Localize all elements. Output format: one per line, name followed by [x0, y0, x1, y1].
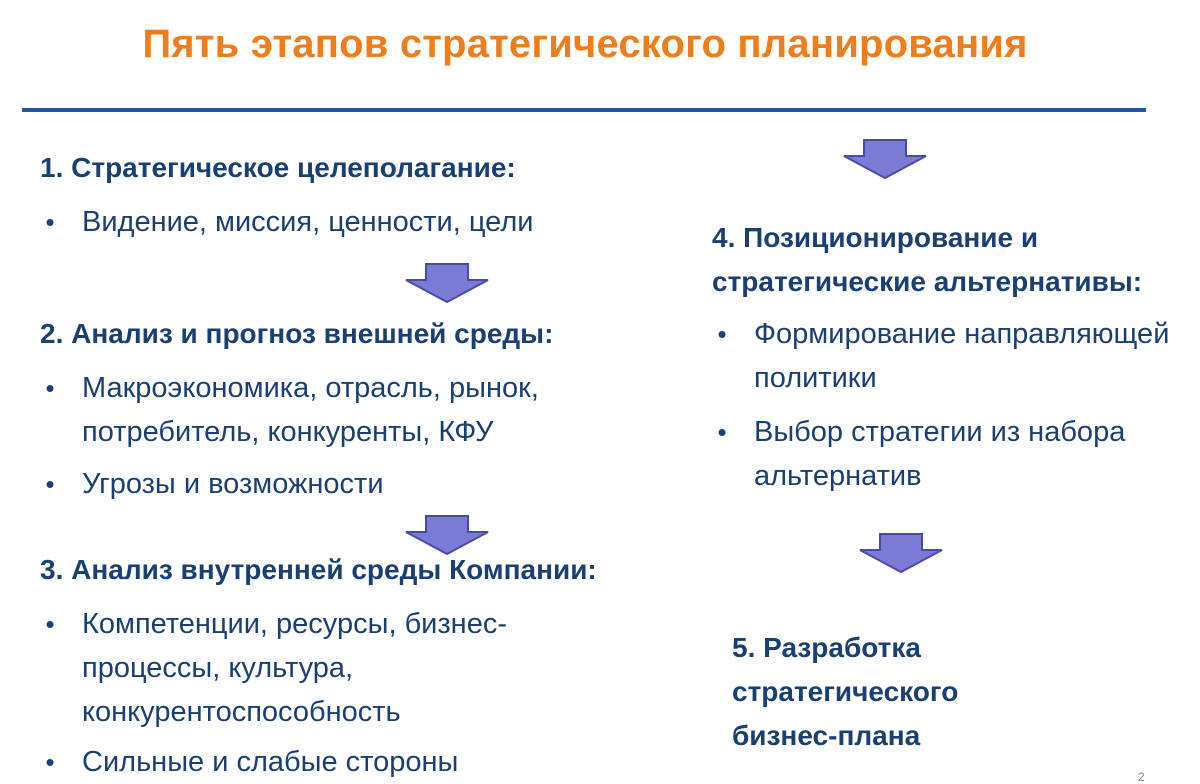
- stage-4-heading: 4. Позиционирование и стратегические альтернативы:: [712, 222, 1143, 297]
- stage-2-heading: 2. Анализ и прогноз внешней среды:: [40, 318, 554, 349]
- stage-4-bullet-1: • Формирование направляющей политики: [712, 312, 1194, 400]
- slide-title: Пять этапов стратегического планирования: [142, 22, 1028, 66]
- arrow-down-icon: [856, 532, 946, 574]
- stage-1-heading: 1. Стратегическое целеполагание:: [40, 152, 516, 183]
- bullet-dot-icon: •: [717, 417, 727, 447]
- bullet-dot-icon: •: [45, 207, 55, 237]
- page-number: 2: [1138, 770, 1145, 784]
- arrow-down-icon: [840, 138, 930, 180]
- bullet-dot-icon: •: [45, 373, 55, 403]
- title-divider: [22, 108, 1146, 112]
- stage-3-bullet-1: • Компетенции, ресурсы, бизнес-процессы, культура, конкурентоспособность: [40, 602, 642, 734]
- stage-5-heading: 5. Разработка стратегического бизнес-плана: [732, 632, 959, 751]
- stage-3-heading: 3. Анализ внутренней среды Компании:: [40, 554, 597, 585]
- arrow-down-icon: [402, 262, 492, 304]
- bullet-dot-icon: •: [717, 319, 727, 349]
- stage-4-bullet-2: • Выбор стратегии из набора альтернатив: [712, 410, 1200, 498]
- bullet-dot-icon: •: [45, 609, 55, 639]
- stage-3-bullet-2: • Сильные и слабые стороны: [40, 740, 682, 784]
- bullet-dot-icon: •: [45, 469, 55, 499]
- stage-2-bullet-1: • Макроэкономика, отрасль, рынок, потребитель, конкуренты, КФУ: [40, 366, 682, 454]
- bullet-dot-icon: •: [45, 747, 55, 777]
- stage-1-bullet-1: • Видение, миссия, ценности, цели: [40, 200, 702, 244]
- stage-2-bullet-2: • Угрозы и возможности: [40, 462, 682, 506]
